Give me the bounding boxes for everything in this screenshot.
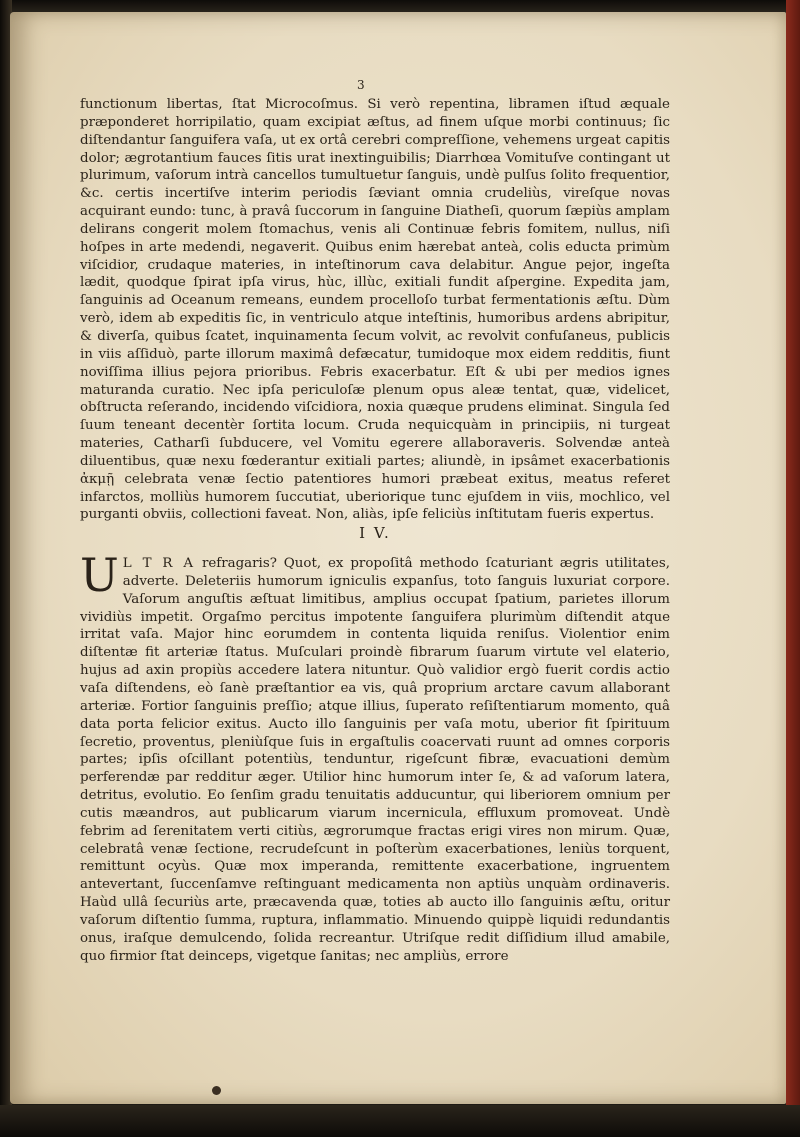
paragraph-continuation: functionum libertas, ſtat Microcoſmus. Si verò repentina, libramen iſtud æquale præponderet horripilatio, quam excipiat æſtus, ad finem uſque morbi continuus; ſic diſtendantur ſanguifera vaſa, ut ex ortâ cerebri compreſſione, vehemens urgeat capitis dolor; ægrotantium fauces ſitis urat inextinguibilis; Diarrhœa Vomituſve contingant ut plurimum, vaſorum intrà cancellos tumultuetur ſanguis, undè pulſus ſolito frequentior, &c. certis incertiſve interim periodis ſæviant omnia crudeliùs, vireſque novas acquirant eundo: tunc, à pravâ ſuccorum in ſanguine Diatheſi, quorum ſæpiùs amplam delirans congerit molem ſtomachus, venis ali Continuæ febris fomitem, nullus, niſi hoſpes in arte medendi, negaverit. Quibus enim hærebat anteà, colis educta primùm viſcidior, crudaque materies, in inteſtinorum cava delabitur. Angue pejor, ingeſta lædit, quodque ſpirat ipſa virus, hùc, illùc, exitiali fundit aſpergine. Expedita jam, ſanguinis ad Oceanum remeans, eundem procelloſo turbat fermentationis æſtu. Dùm verò, idem ab expeditis ſic, in ventriculo atque inteſtinis, humoribus ardens abripitur, & diverſa, quibus ſcatet, inquinamenta ſecum volvit, ac revolvit confuſaneus, publicis in viis aſſiduò, parte illorum maximâ defæcatur, tumidoque mox eidem redditis, fiunt noviſſima illius pejora prioribus. Febris exacerbatur. Eſt & ubi per medios ignes maturanda curatio. Nec ipſa periculoſæ plenum opus aleæ tentat, quæ, videlicet, obſtructa reſerando, incidendo viſcidiora, noxia quæque prudens eliminat. Singula ſed ſuum teneant decentèr ſortita locum. Cruda nequicquàm in principiis, ni turgeat materies, Catharſi ſubducere, vel Vomitu egerere allaboraveris. Solvendæ anteà diluentibus, quæ nexu fœderantur exitiali partes; aliundè, in ipsâmet exacerbationis ἀκμῇ celebrata venæ ſectio patentiores humori præbeat exitus, meatus referet infarctos, molliùs humorem ſuccutiat, uberiorique tunc ejuſdem in viis, mochlico, vel purganti obviis, collectioni faveat. Non, aliàs, ipſe feliciùs inſtitutam fueris expertus. bbox=[80, 97, 670, 523]
opening-word: L T R A bbox=[122, 556, 196, 572]
paragraph-body: refragaris? Quot, ex propoſitâ methodo ſcaturiant ægris utilitates, adverte. Deleteriis humorum igniculis expanſus, toto ſanguis luxuriat corpore. Vaſorum anguſtis æſtuat limitibus, amplius occupat ſpatium, parietes illorum vividiùs impetit. Orgaſmo percitus impotente ſanguifera plurimùm diſtendit atque irritat vaſa. Major hinc eorumdem in contenta liquida reniſus. Violentior enim diſtentæ fit arteriæ ſtatus. Muſculari proindè fibrarum ſuarum virtute vel elaterio, hujus ad axin propiùs accedere latera nituntur. Quò validior ergò fuerit cordis actio vaſa diſtendens, eò ſanè præſtantior ea vis, quâ proprium arctare cavum allaborant arteriæ. Fortior ſanguinis preſſio; atque illius, ſuperato reſiſtentiarum momento, quâ data porta felicior exitus. Aucto illo ſanguinis per vaſa motu, uberior fit ſpirituum ſecretio, proventus, pleniùſque ſuis in ergaſtulis coacervati ruunt ad omnes corporis partes; ipſis oſcillant potentiùs, tenduntur, rigeſcunt fibræ, evacuationi demùm perferendæ par redditur æger. Utilior hinc humorum inter ſe, & ad vaſorum latera, detritus, evolutio. Eo ſenſim gradu tenuitatis adducuntur, qui liberiorem omnium per cutis mæandros, aut publicarum viarum incernicula, effluxum promoveat. Undè febrim ad ſerenitatem verti citiùs, ægrorumque fractas erigi vires non mirum. Quæ, celebratâ venæ ſectione, recrudeſcunt in poſterùm exacerbationes, leniùs torquent, remittunt ocyùs. Quæ mox imperanda, remittente exacerbatione, ingruentem antevertant, ſuccenſamve reſtinguant medicamenta non aptiùs unquàm ordinaveris. Haùd ullâ ſecuriùs arte, præcavenda quæ, toties ab aucto illo ſanguinis æſtu, oritur vaſorum diſtentio ſumma, ruptura, inflammatio. Minuendo quippè liquidi redundantis onus, iraſque demulcendo, ſolida recreantur. Utriſque redit diſſidium illud amabile, quo firmior ſtat deinceps, vigetque ſanitas; nec ampliùs, errore bbox=[80, 556, 670, 964]
section-heading: I V. bbox=[359, 524, 391, 543]
paragraph-section-iv bbox=[80, 548, 670, 965]
scan-bottom-edge bbox=[0, 1105, 800, 1137]
book-cover-edge bbox=[786, 0, 800, 1137]
body-text bbox=[80, 96, 670, 966]
drop-cap: U bbox=[80, 548, 119, 603]
ink-stain bbox=[212, 1086, 221, 1095]
page-number: 3 bbox=[357, 78, 365, 92]
